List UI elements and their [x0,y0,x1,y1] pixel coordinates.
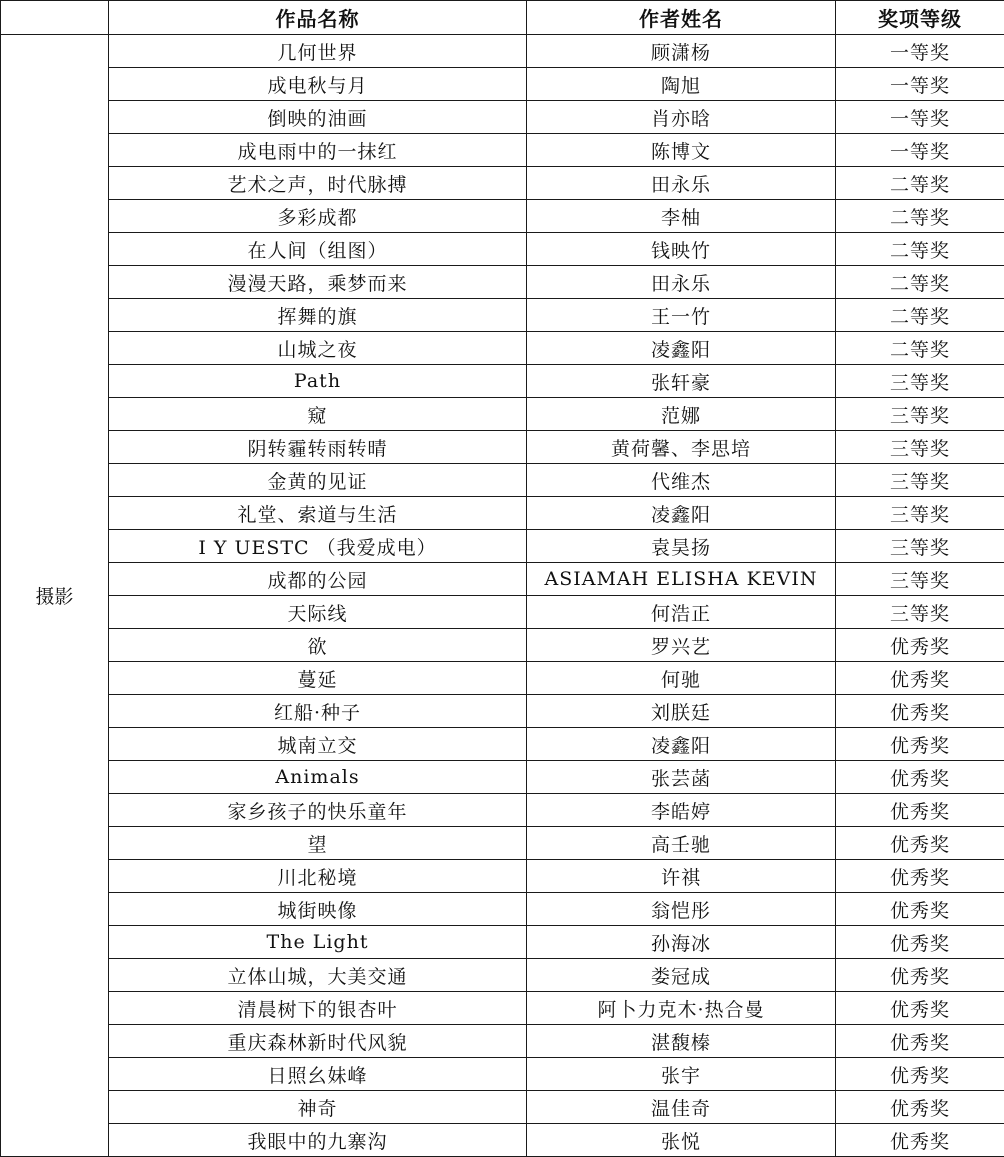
table-row [1,1124,1004,1157]
author-name-cell: 张悦 [527,1124,836,1157]
table-row [1,794,1004,827]
work-name-cell: 成都的公园 [109,563,527,596]
work-name-cell: Path [109,365,527,398]
award-level-cell: 优秀奖 [836,728,1004,761]
table-row [1,398,1004,431]
category-cell: 摄影 [1,35,109,1157]
author-name-cell: 孙海冰 [527,926,836,959]
author-name-cell: 温佳奇 [527,1091,836,1124]
table-row [1,827,1004,860]
work-name-cell: 红船·种子 [109,695,527,728]
header-category-cell [1,1,109,35]
table-row [1,1025,1004,1058]
table-row [1,959,1004,992]
work-name-cell: 挥舞的旗 [109,299,527,332]
table-row [1,695,1004,728]
author-name-cell: 湛馥榛 [527,1025,836,1058]
work-name-cell: 川北秘境 [109,860,527,893]
header-row [1,1,1004,35]
work-name-cell: 城街映像 [109,893,527,926]
award-level-cell: 优秀奖 [836,1025,1004,1058]
table-row [1,530,1004,563]
work-name-cell: 立体山城，大美交通 [109,959,527,992]
award-level-cell: 三等奖 [836,530,1004,563]
author-name-cell: 张芸菡 [527,761,836,794]
work-name-cell: 清晨树下的银杏叶 [109,992,527,1025]
award-level-cell: 三等奖 [836,563,1004,596]
work-name-cell: 山城之夜 [109,332,527,365]
work-name-cell: The Light [109,926,527,959]
author-name-cell: 张宇 [527,1058,836,1091]
work-name-cell: I Y UESTC （我爱成电） [109,530,527,563]
author-name-cell: 刘朕廷 [527,695,836,728]
award-level-cell: 二等奖 [836,266,1004,299]
table-row [1,497,1004,530]
author-name-cell: 许祺 [527,860,836,893]
author-name-cell: 李皓婷 [527,794,836,827]
award-level-cell: 三等奖 [836,398,1004,431]
author-name-cell: 凌鑫阳 [527,332,836,365]
author-name-cell: 阿卜力克木·热合曼 [527,992,836,1025]
award-level-cell: 优秀奖 [836,629,1004,662]
author-name-cell: 李柚 [527,200,836,233]
award-level-cell: 三等奖 [836,596,1004,629]
work-name-cell: 金黄的见证 [109,464,527,497]
header-author-name: 作者姓名 [527,1,836,35]
award-level-cell: 优秀奖 [836,860,1004,893]
award-level-cell: 优秀奖 [836,827,1004,860]
table-row [1,761,1004,794]
table-row [1,134,1004,167]
work-name-cell: 多彩成都 [109,200,527,233]
table-row [1,332,1004,365]
work-name-cell: 几何世界 [109,35,527,68]
award-level-cell: 一等奖 [836,134,1004,167]
table-row [1,167,1004,200]
table-row [1,233,1004,266]
author-name-cell: 娄冠成 [527,959,836,992]
award-level-cell: 优秀奖 [836,695,1004,728]
table-row [1,1091,1004,1124]
author-name-cell: 黄荷馨、李思培 [527,431,836,464]
table-row [1,860,1004,893]
award-level-cell: 一等奖 [836,35,1004,68]
table-row [1,596,1004,629]
author-name-cell: 田永乐 [527,266,836,299]
table-row [1,728,1004,761]
table-row [1,464,1004,497]
award-level-cell: 二等奖 [836,332,1004,365]
table-row [1,35,1004,68]
table-row [1,101,1004,134]
award-level-cell: 三等奖 [836,497,1004,530]
work-name-cell: 日照幺妹峰 [109,1058,527,1091]
author-name-cell: 张轩豪 [527,365,836,398]
work-name-cell: 倒映的油画 [109,101,527,134]
author-name-cell: 翁恺彤 [527,893,836,926]
author-name-cell: 顾潇杨 [527,35,836,68]
header-award-level: 奖项等级 [836,1,1004,35]
author-name-cell: 陶旭 [527,68,836,101]
work-name-cell: 神奇 [109,1091,527,1124]
table-row [1,629,1004,662]
author-name-cell: ASIAMAH ELISHA KEVIN [527,563,836,596]
award-level-cell: 优秀奖 [836,959,1004,992]
author-name-cell: 何浩正 [527,596,836,629]
author-name-cell: 田永乐 [527,167,836,200]
author-name-cell: 凌鑫阳 [527,728,836,761]
author-name-cell: 罗兴艺 [527,629,836,662]
table-row [1,365,1004,398]
award-level-cell: 优秀奖 [836,761,1004,794]
table-row [1,893,1004,926]
author-name-cell: 王一竹 [527,299,836,332]
award-level-cell: 一等奖 [836,101,1004,134]
table-row [1,200,1004,233]
work-name-cell: 礼堂、索道与生活 [109,497,527,530]
work-name-cell: 我眼中的九寨沟 [109,1124,527,1157]
work-name-cell: 欲 [109,629,527,662]
award-level-cell: 优秀奖 [836,1091,1004,1124]
table-row [1,926,1004,959]
author-name-cell: 袁昊扬 [527,530,836,563]
work-name-cell: 成电雨中的一抹红 [109,134,527,167]
header-work-name: 作品名称 [109,1,527,35]
award-level-cell: 二等奖 [836,233,1004,266]
author-name-cell: 钱映竹 [527,233,836,266]
award-rows [1,35,1004,1157]
award-level-cell: 一等奖 [836,68,1004,101]
work-name-cell: 望 [109,827,527,860]
work-name-cell: 成电秋与月 [109,68,527,101]
work-name-cell: 漫漫天路，乘梦而来 [109,266,527,299]
table-row [1,299,1004,332]
work-name-cell: Animals [109,761,527,794]
author-name-cell: 高壬驰 [527,827,836,860]
author-name-cell: 凌鑫阳 [527,497,836,530]
work-name-cell: 蔓延 [109,662,527,695]
award-level-cell: 优秀奖 [836,893,1004,926]
award-level-cell: 优秀奖 [836,992,1004,1025]
work-name-cell: 重庆森林新时代风貌 [109,1025,527,1058]
award-level-cell: 三等奖 [836,365,1004,398]
author-name-cell: 何驰 [527,662,836,695]
work-name-cell: 窥 [109,398,527,431]
award-level-cell: 二等奖 [836,200,1004,233]
table-row [1,662,1004,695]
work-name-cell: 在人间（组图） [109,233,527,266]
award-level-cell: 优秀奖 [836,926,1004,959]
author-name-cell: 陈博文 [527,134,836,167]
table-row [1,266,1004,299]
work-name-cell: 天际线 [109,596,527,629]
table-row [1,431,1004,464]
award-level-cell: 三等奖 [836,431,1004,464]
author-name-cell: 肖亦晗 [527,101,836,134]
award-level-cell: 优秀奖 [836,662,1004,695]
award-level-cell: 优秀奖 [836,1058,1004,1091]
award-level-cell: 优秀奖 [836,794,1004,827]
table-row [1,563,1004,596]
work-name-cell: 艺术之声，时代脉搏 [109,167,527,200]
author-name-cell: 代维杰 [527,464,836,497]
table-row [1,1058,1004,1091]
work-name-cell: 家乡孩子的快乐童年 [109,794,527,827]
table-row [1,68,1004,101]
award-level-cell: 优秀奖 [836,1124,1004,1157]
table-row [1,992,1004,1025]
work-name-cell: 阴转霾转雨转晴 [109,431,527,464]
work-name-cell: 城南立交 [109,728,527,761]
award-level-cell: 二等奖 [836,167,1004,200]
author-name-cell: 范娜 [527,398,836,431]
award-level-cell: 二等奖 [836,299,1004,332]
award-level-cell: 三等奖 [836,464,1004,497]
